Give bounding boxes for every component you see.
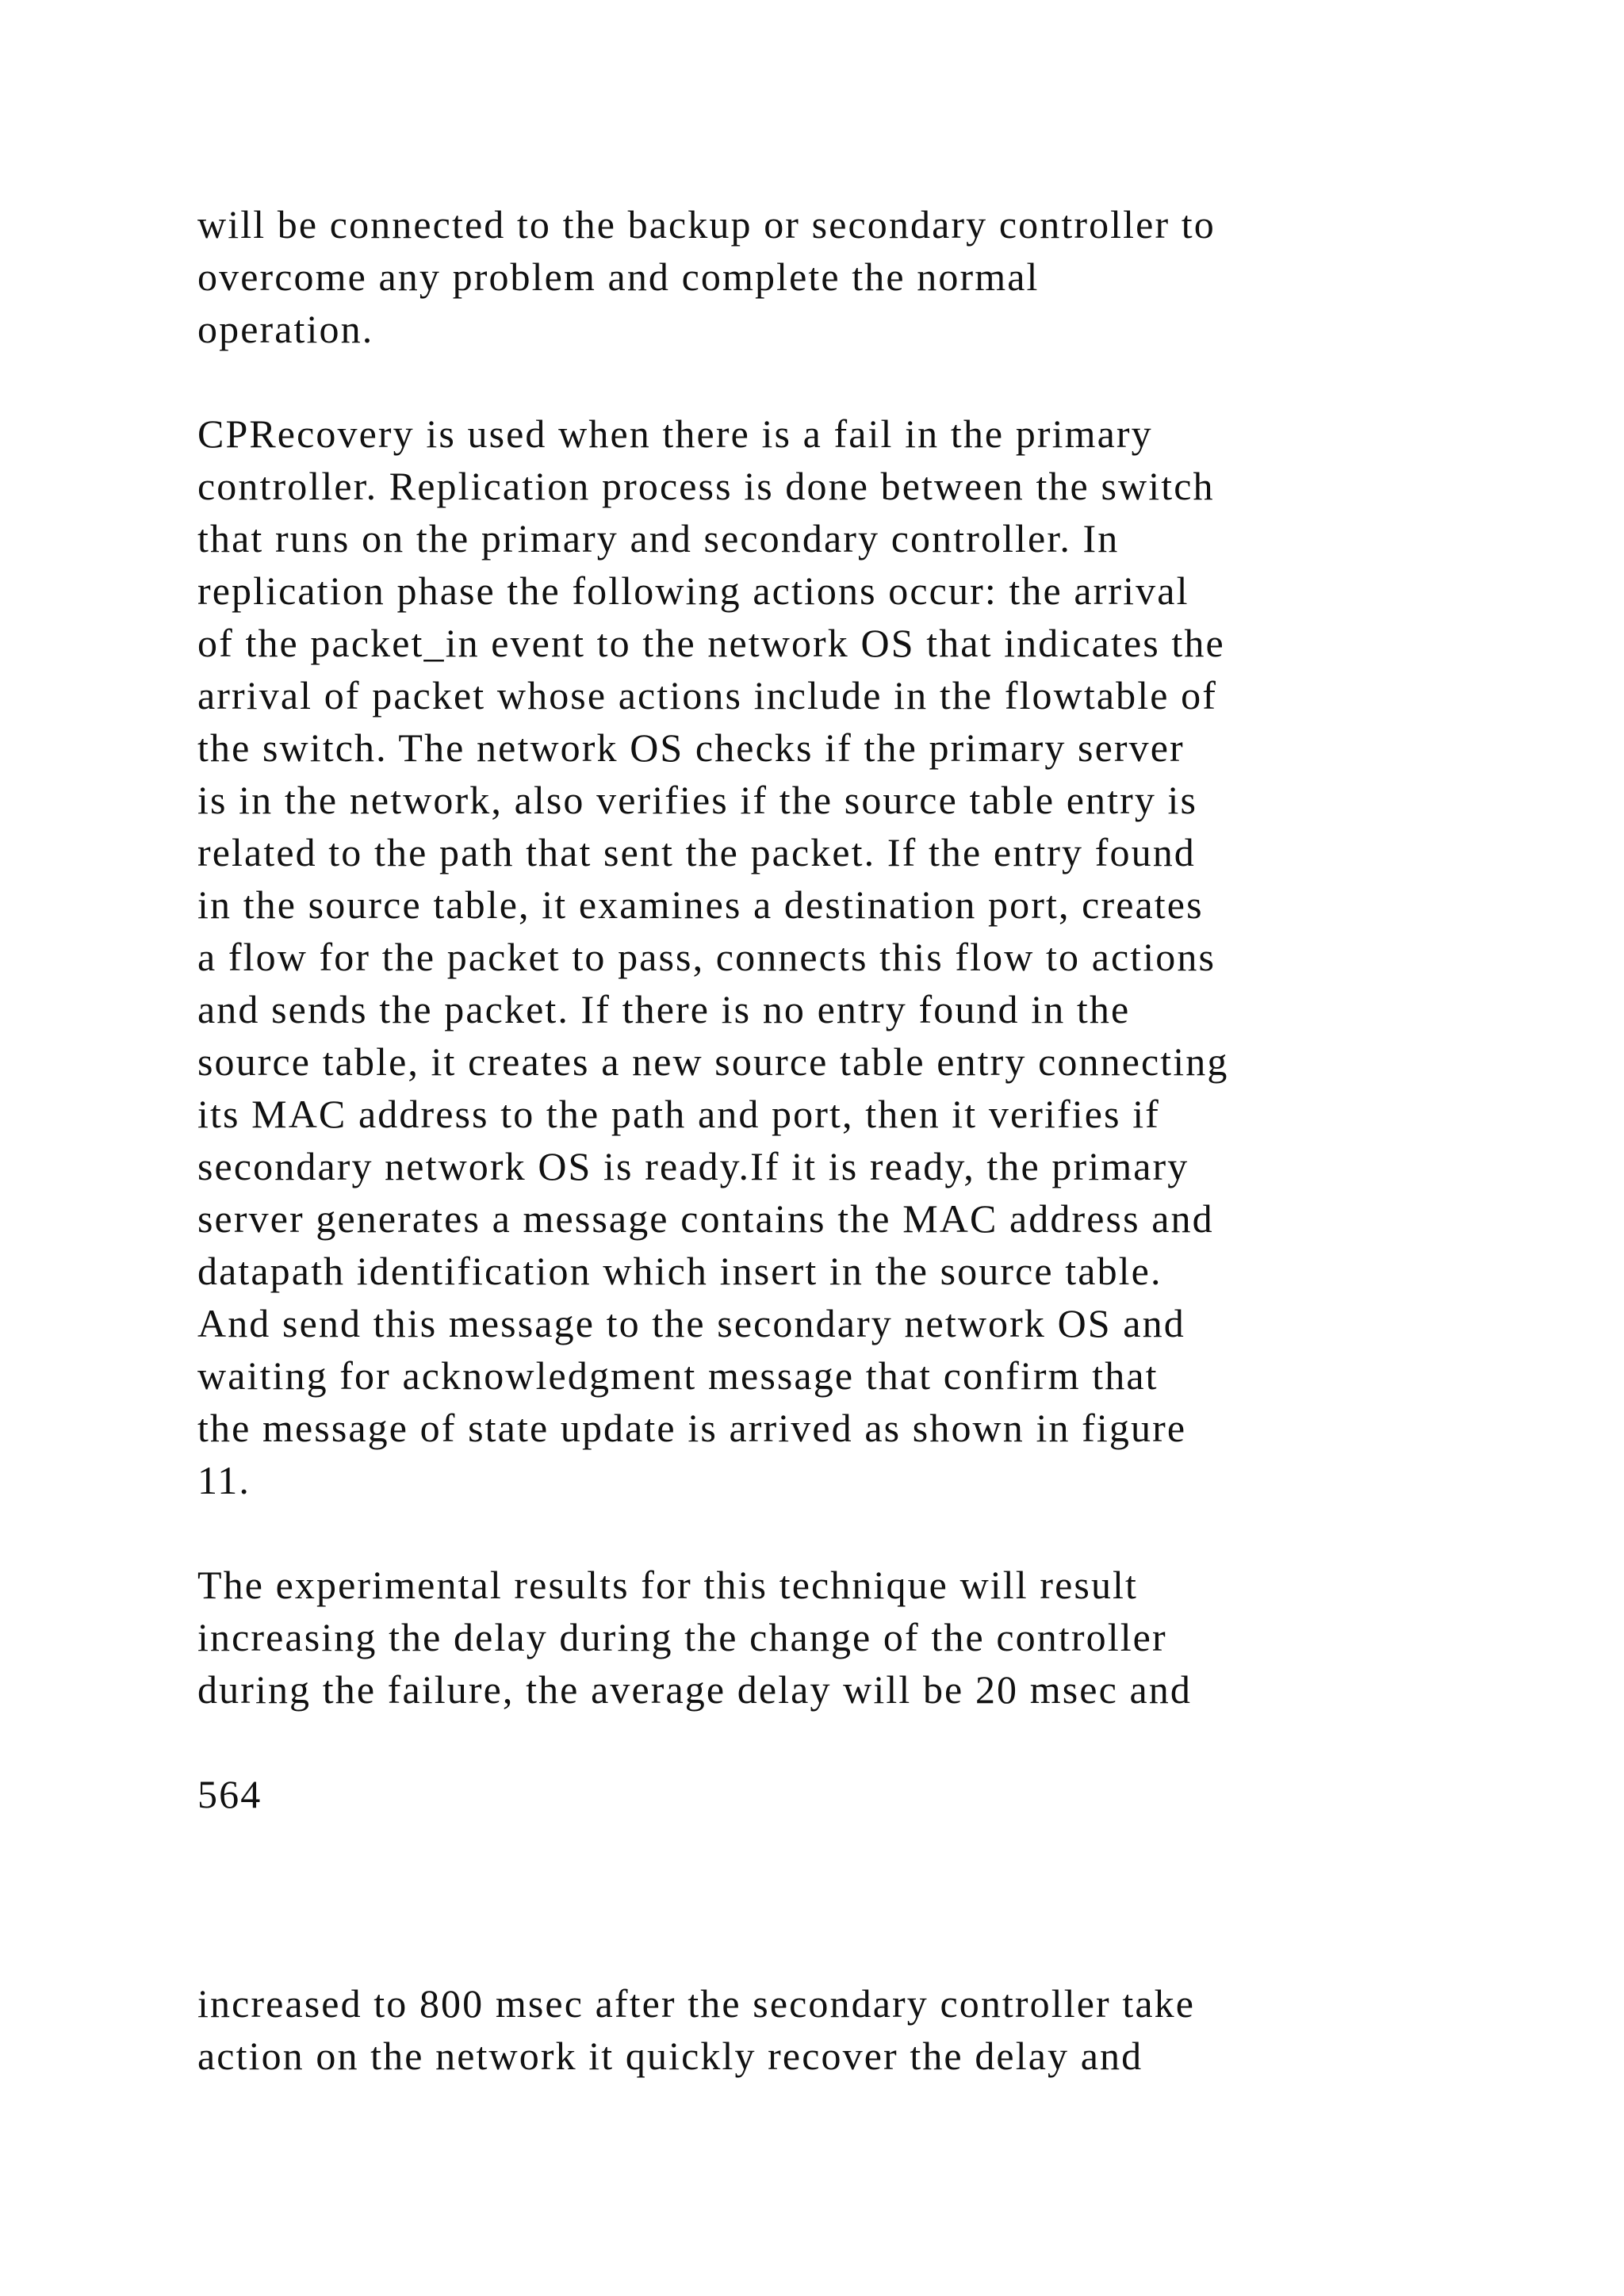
text-line: secondary network OS is ready.If it is ready, the primary <box>197 1144 1189 1188</box>
text-line: The experimental results for this technique will result <box>197 1563 1139 1607</box>
text-line: increased to 800 msec after the secondary controller take <box>197 1981 1196 2026</box>
text-line: arrival of packet whose actions include in the flowtable of <box>197 673 1217 718</box>
text-line: the message of state update is arrived as shown in figure <box>197 1406 1187 1450</box>
text-line: related to the path that sent the packet. If the entry found <box>197 830 1196 874</box>
text-line: controller. Replication process is done between the switch <box>197 464 1215 508</box>
text-line: that runs on the primary and secondary controller. In <box>197 516 1120 561</box>
text-line: datapath identification which insert in the source table. <box>197 1249 1162 1293</box>
text-line: operation. <box>197 307 374 351</box>
page-number: 564 <box>197 1772 262 1816</box>
text-line: during the failure, the average delay will be 20 msec and <box>197 1667 1192 1712</box>
text-line: overcome any problem and complete the normal <box>197 254 1040 299</box>
text-line: in the source table, it examines a destination port, creates <box>197 882 1204 927</box>
text-line: the switch. The network OS checks if the primary server <box>197 725 1185 770</box>
text-line: increasing the delay during the change of the controller <box>197 1615 1167 1659</box>
text-line: CPRecovery is used when there is a fail in the primary <box>197 411 1153 456</box>
text-line: its MAC address to the path and port, then it verifies if <box>197 1092 1160 1136</box>
text-line: 11. <box>197 1458 251 1502</box>
text-line: and sends the packet. If there is no entry found in the <box>197 987 1131 1031</box>
text-line: is in the network, also verifies if the source table entry is <box>197 778 1198 822</box>
text-line: source table, it creates a new source table entry connecting <box>197 1039 1229 1084</box>
text-line: of the packet_in event to the network OS that indicates the <box>197 621 1225 665</box>
text-line: waiting for acknowledgment message that confirm that <box>197 1353 1159 1398</box>
text-line: a flow for the packet to pass, connects this flow to actions <box>197 935 1216 979</box>
text-line: replication phase the following actions occur: the arrival <box>197 568 1189 613</box>
text-line: action on the network it quickly recover the delay and <box>197 2034 1143 2078</box>
text-line: And send this message to the secondary network OS and <box>197 1301 1185 1345</box>
text-line: will be connected to the backup or secondary controller to <box>197 202 1216 247</box>
text-line: server generates a message contains the MAC address and <box>197 1196 1214 1241</box>
